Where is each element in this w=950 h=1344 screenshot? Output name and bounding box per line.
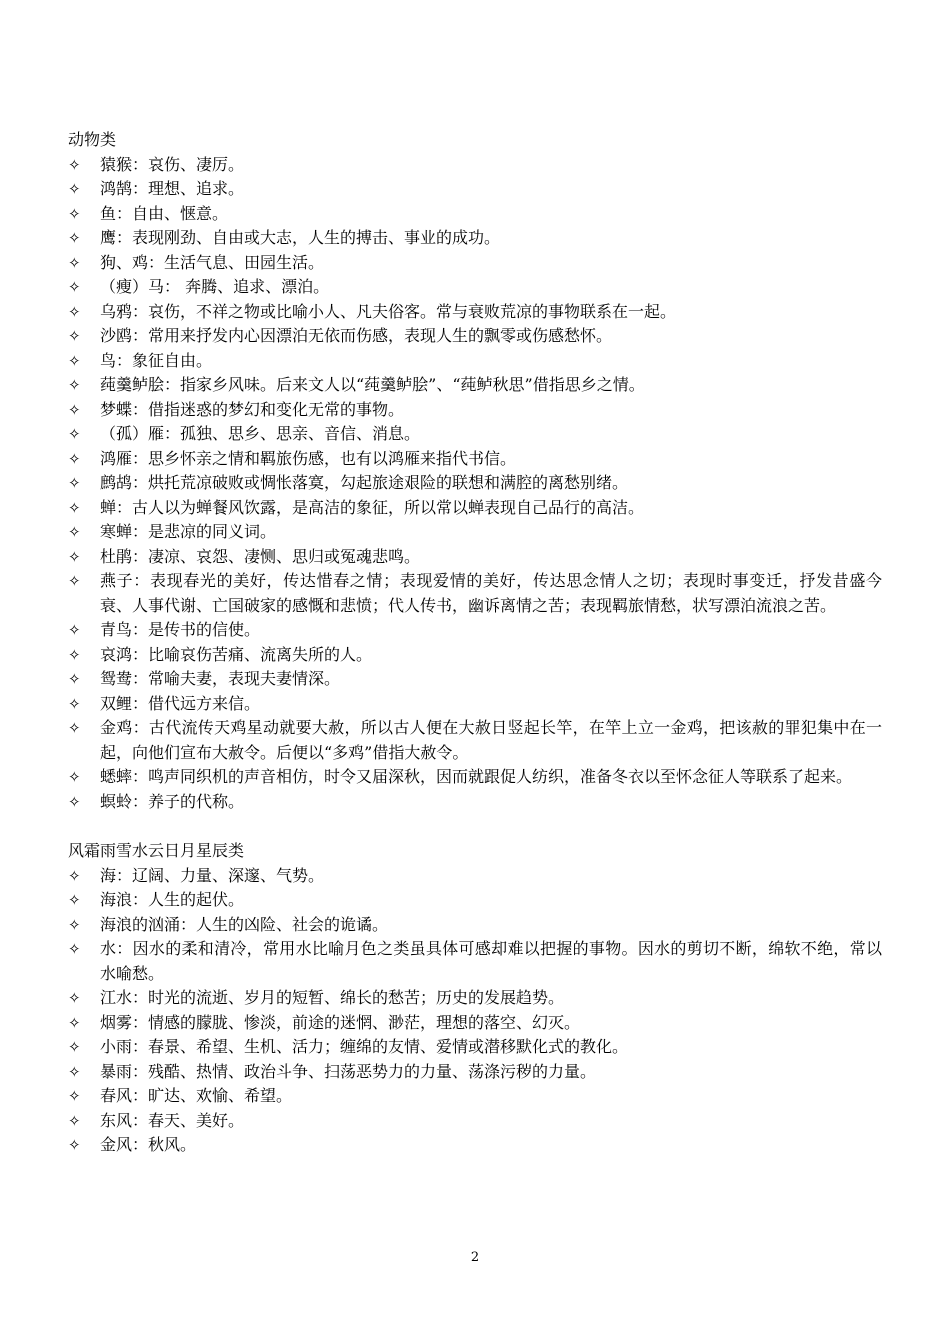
list-item-text: 暴雨：残酷、热情、政治斗争、扫荡恶势力的力量、荡涤污秽的力量。: [100, 1061, 597, 1081]
list-item: [68, 447, 882, 472]
list-item-text: 莼羹鲈脍：指家乡风味。后来文人以“莼羹鲈脍”、“莼鲈秋思”借指思乡之情。: [100, 375, 645, 394]
diamond-bullet-icon: ✧: [68, 449, 81, 468]
list-item: [68, 251, 882, 276]
list-item-text: 哀鸿：比喻哀伤苦痛、流离失所的人。: [100, 644, 373, 664]
list-item-text: 蟋蟀：鸣声同织机的声音相仿，时令又届深秋，因而就跟促人纺织，准备冬衣以至怀念征人等联系了起来。: [100, 767, 853, 786]
list-item: [68, 569, 882, 618]
diamond-bullet-icon: ✧: [68, 523, 81, 541]
list-item: [68, 1109, 882, 1134]
list-item-text: 小雨：春景、希望、生机、活力；缠绵的友情、爱情或潜移默化式的教化。: [100, 1037, 629, 1056]
list-item: [68, 643, 882, 668]
list-item-text: 烟雾：情感的朦胧、惨淡，前途的迷惘、渺茫，理想的落空、幻灭。: [100, 1012, 581, 1032]
list-item-text: 梦蝶：借指迷惑的梦幻和变化无常的事物。: [100, 399, 405, 419]
list-item: [68, 864, 882, 889]
diamond-bullet-icon: ✧: [68, 498, 81, 517]
diamond-bullet-icon: ✧: [68, 425, 81, 443]
diamond-bullet-icon: ✧: [68, 278, 81, 296]
list-item-text: 鹧鸪：烘托荒凉破败或惆怅落寞，勾起旅途艰险的联想和满腔的离愁别绪。: [100, 473, 629, 492]
list-item-text: 乌鸦：哀伤，不祥之物或比喻小人、凡夫俗客。常与衰败荒凉的事物联系在一起。: [100, 301, 677, 321]
list-item: [68, 520, 882, 545]
diamond-bullet-icon: ✧: [68, 645, 81, 664]
diamond-bullet-icon: ✧: [68, 719, 81, 737]
list-item: [68, 545, 882, 570]
list-item-text: 金鸡：古代流传天鸡星动就要大赦，所以古人便在大赦日竖起长竿，在竿上立一金鸡，把该赦的罪犯集中在一起，向他们宣布大赦令。后便以“多鸡”借指大赦令。: [100, 718, 882, 762]
list-item-text: 金风：秋风。: [100, 1135, 197, 1154]
list-item: [68, 349, 882, 374]
diamond-bullet-icon: ✧: [68, 866, 81, 885]
section-heading-weather: 风霜雨雪水云日月星辰类: [68, 841, 245, 860]
list-item: [68, 986, 882, 1011]
document-body: [68, 128, 882, 1158]
list-item-text: 鸟：象征自由。: [100, 350, 213, 370]
diamond-bullet-icon: ✧: [68, 768, 81, 786]
list-item-text: （孤）雁：孤独、思乡、思亲、音信、消息。: [100, 424, 421, 443]
list-item-text: 鱼：自由、惬意。: [100, 203, 229, 223]
list-item: [68, 496, 882, 521]
list-item: [68, 226, 882, 251]
diamond-bullet-icon: ✧: [68, 180, 81, 198]
animal-imagery-list: [68, 153, 882, 815]
list-item: [68, 937, 882, 986]
list-item-text: 螟蛉：养子的代称。: [100, 791, 245, 811]
diamond-bullet-icon: ✧: [68, 327, 81, 345]
list-item: [68, 202, 882, 227]
section-gap: [68, 814, 882, 839]
diamond-bullet-icon: ✧: [68, 302, 81, 321]
list-item: [68, 692, 882, 717]
page-number: 2: [470, 1250, 480, 1265]
list-item-text: 春风：旷达、欢愉、希望。: [100, 1086, 293, 1105]
list-item-text: 寒蝉：是悲凉的同义词。: [100, 522, 277, 541]
list-item: [68, 324, 882, 349]
diamond-bullet-icon: ✧: [68, 229, 81, 247]
list-item-text: 海浪的汹涌：人生的凶险、社会的诡谲。: [100, 914, 389, 934]
list-item: [68, 153, 882, 178]
diamond-bullet-icon: ✧: [68, 253, 81, 272]
section-heading-animals: 动物类: [68, 130, 117, 149]
list-item: [68, 398, 882, 423]
list-item-text: 水：因水的柔和清冷，常用水比喻月色之类虽具体可感却难以把握的事物。因水的剪切不断，绵软不绝，常以水喻愁。: [100, 939, 882, 983]
list-item-text: 蝉：古人以为蝉餐风饮露，是高洁的象征，所以常以蝉表现自己品行的高洁。: [100, 497, 645, 517]
list-item: [68, 300, 882, 325]
diamond-bullet-icon: ✧: [68, 670, 81, 688]
list-item-text: 鸿雁：思乡怀亲之情和羁旅伤感，也有以鸿雁来指代书信。: [100, 448, 517, 468]
list-item: [68, 471, 882, 496]
diamond-bullet-icon: ✧: [68, 1087, 81, 1105]
list-item-text: 东风：春天、美好。: [100, 1110, 245, 1130]
diamond-bullet-icon: ✧: [68, 891, 81, 909]
list-item-text: 燕子：表现春光的美好，传达惜春之情；表现爱情的美好，传达思念情人之切；表现时事变迁，抒发昔盛今衰、人事代谢、亡国破家的感慨和悲愤；代人传书，幽诉离情之苦；表现羁旅情愁，状写漂泊流浪之苦。: [100, 571, 882, 615]
list-item-text: 江水：时光的流逝、岁月的短暂、绵长的愁苦；历史的发展趋势。: [100, 988, 565, 1007]
list-item: [68, 667, 882, 692]
diamond-bullet-icon: ✧: [68, 204, 81, 223]
list-item: [68, 422, 882, 447]
list-item-text: 沙鸥：常用来抒发内心因漂泊无依而伤感，表现人生的飘零或伤感愁怀。: [100, 326, 613, 345]
list-item: [68, 1084, 882, 1109]
list-item: [68, 765, 882, 790]
diamond-bullet-icon: ✧: [68, 155, 81, 174]
list-item: [68, 913, 882, 938]
list-item: [68, 1133, 882, 1158]
diamond-bullet-icon: ✧: [68, 621, 81, 639]
list-item-text: 鸳鸯：常喻夫妻，表现夫妻情深。: [100, 669, 341, 688]
list-item-text: 双鲤：借代远方来信。: [100, 693, 261, 713]
list-item: [68, 275, 882, 300]
list-item-text: 海：辽阔、力量、深邃、气势。: [100, 865, 325, 885]
diamond-bullet-icon: ✧: [68, 792, 81, 811]
list-item-text: （瘦）马： 奔腾、追求、漂泊。: [100, 277, 330, 296]
diamond-bullet-icon: ✧: [68, 1062, 81, 1081]
diamond-bullet-icon: ✧: [68, 1013, 81, 1032]
diamond-bullet-icon: ✧: [68, 1136, 81, 1154]
diamond-bullet-icon: ✧: [68, 694, 81, 713]
list-item: [68, 790, 882, 815]
list-item-text: 鸿鹄：理想、追求。: [100, 179, 245, 198]
weather-imagery-list: [68, 864, 882, 1158]
diamond-bullet-icon: ✧: [68, 400, 81, 419]
list-item: [68, 716, 882, 765]
diamond-bullet-icon: ✧: [68, 989, 81, 1007]
list-item: [68, 1035, 882, 1060]
list-item: [68, 888, 882, 913]
list-item: [68, 618, 882, 643]
diamond-bullet-icon: ✧: [68, 474, 81, 492]
diamond-bullet-icon: ✧: [68, 572, 81, 590]
diamond-bullet-icon: ✧: [68, 915, 81, 934]
diamond-bullet-icon: ✧: [68, 351, 81, 370]
list-item: [68, 373, 882, 398]
list-item-text: 杜鹃：凄凉、哀怨、凄恻、思归或冤魂悲鸣。: [100, 546, 421, 566]
diamond-bullet-icon: ✧: [68, 940, 81, 958]
list-item-text: 鹰：表现刚劲、自由或大志，人生的搏击、事业的成功。: [100, 228, 501, 247]
list-item: [68, 177, 882, 202]
list-item: [68, 1060, 882, 1085]
list-item-text: 青鸟：是传书的信使。: [100, 620, 261, 639]
list-item: [68, 1011, 882, 1036]
list-item-text: 海浪：人生的起伏。: [100, 890, 245, 909]
diamond-bullet-icon: ✧: [68, 376, 81, 394]
list-item-text: 猿猴：哀伤、凄厉。: [100, 154, 245, 174]
diamond-bullet-icon: ✧: [68, 1111, 81, 1130]
diamond-bullet-icon: ✧: [68, 1038, 81, 1056]
list-item-text: 狗、鸡：生活气息、田园生活。: [100, 252, 325, 272]
diamond-bullet-icon: ✧: [68, 547, 81, 566]
